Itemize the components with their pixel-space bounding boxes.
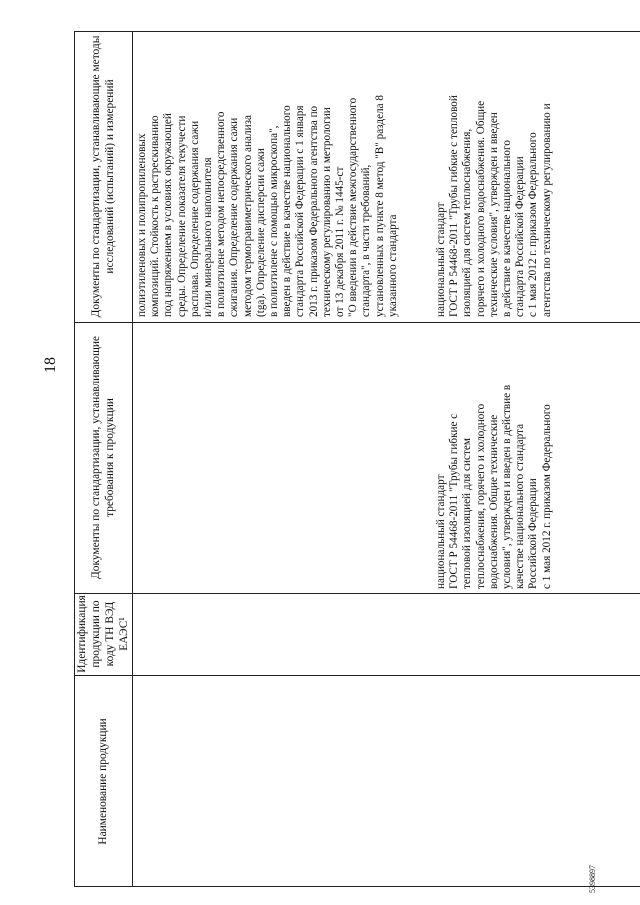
row1-test-methods-cell: полиэтиленовых и полипропиленовых композиций. Стойкость к растрескиванию под напряжением в условиях окружающей среды. Определение показателя текучести расплава. Определение содержания сажи и/или минерального наполнителя в полиэтилене методом непосредственного сжигания. Определение содержания сажи методом термогравиметрического анализа (tga). Определение дисперсии сажи в полиэтилене с помощью микроскопа", введен в действие в качестве национального стандарта Российской Федерации с 1 января 2013 г. приказом Федерального агентства по техническому регулированию и метрологии от 13 декабря 2011 г. № 1445-ст "О введении в действие межгосударственного стандарта", в части требований, установленных в пункте 8 метод "B" раздела 8 указанного стандарта — [136, 95, 399, 317]
column-divider-2 — [74, 593, 640, 594]
column-divider-1 — [74, 675, 640, 676]
document-id: 5398897 — [588, 865, 597, 893]
header-product-name: Наименование продукции — [97, 718, 109, 845]
row2-test-methods-cell: национальный стандарт ГОСТ Р 54468-2011 "Трубы гибкие с тепловой изоляцией для систем теплоснабжения, горячего и холодного водоснабжения. Общие технические условия", утвержден и введен в действие в качестве национального стандарта Российской Федерации с 1 мая 2012 г. приказом Федерального агентства по техническому регулированию и — [435, 95, 553, 317]
table-right-border — [74, 31, 640, 32]
header-test-method-standards: Документы по стандартизации, устанавливающие методы исследований (испытаний) и измерений — [90, 35, 116, 318]
page-number: 18 — [42, 357, 59, 373]
column-divider-3 — [74, 322, 640, 323]
table-left-border — [74, 886, 640, 887]
header-bottom-border — [132, 32, 133, 887]
row2-product-standards-cell: национальный стандарт ГОСТ Р 54468-2011 "Трубы гибкие с тепловой изоляцией для систем теплоснабжения, горячего и холодного водоснабжения. Общие технические условия", утвержден и введен в действие в качестве национального стандарта Российской Федерации с 1 мая 2012 г. приказом Федерального — [435, 384, 553, 589]
header-tnved-code: Идентификация продукции по коду ТН ВЭД ЕАЭС¹ — [76, 595, 130, 673]
header-product-standards: Документы по стандартизации, устанавливающие требования к продукции — [90, 336, 116, 579]
